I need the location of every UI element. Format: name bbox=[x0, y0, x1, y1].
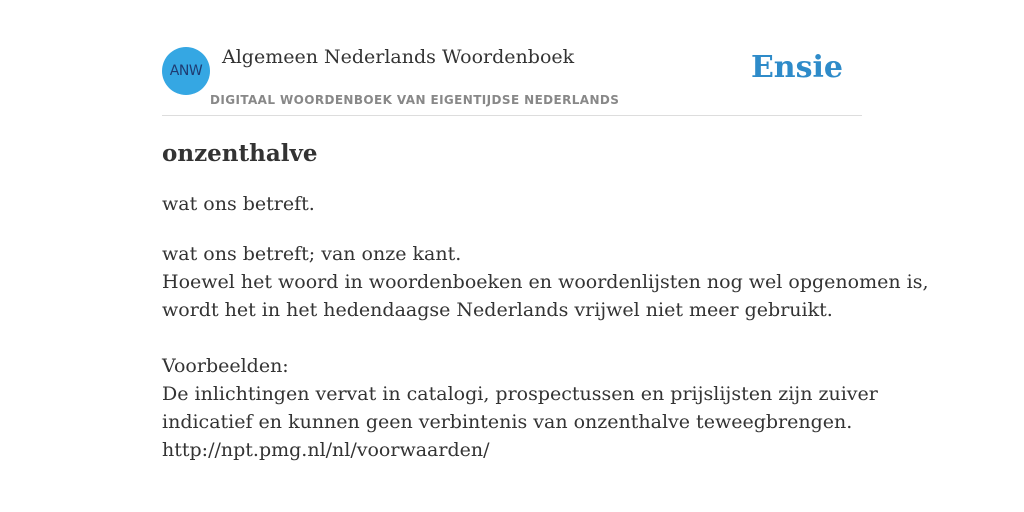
entry-title: onzenthalve bbox=[162, 140, 318, 167]
logo-text: ANW bbox=[169, 63, 203, 79]
paragraph-gap bbox=[162, 324, 862, 352]
definition-line: wat ons betreft; van onze kant. bbox=[162, 243, 462, 265]
example-line: De inlichtingen vervat in catalogi, prospectussen en prijslijsten zijn zuiver bbox=[162, 383, 878, 405]
definition-line: Hoewel het woord in woordenboeken en woordenlijsten nog wel opgenomen is, bbox=[162, 271, 929, 293]
site-subtitle: DIGITAAL WOORDENBOEK VAN EIGENTIJDSE NEDERLANDS bbox=[210, 93, 620, 107]
ensie-brand-logo[interactable]: Ensie bbox=[750, 50, 843, 85]
site-header bbox=[162, 46, 862, 116]
site-title[interactable]: Algemeen Nederlands Woordenboek bbox=[222, 46, 575, 68]
example-line: indicatief en kunnen geen verbintenis van onzenthalve teweegbrengen. bbox=[162, 411, 853, 433]
example-source-url: http://npt.pmg.nl/nl/voorwaarden/ bbox=[162, 439, 490, 461]
definition-line: wordt het in het hedendaagse Nederlands vrijwel niet meer gebruikt. bbox=[162, 299, 833, 321]
examples-label: Voorbeelden: bbox=[162, 355, 289, 377]
definition-body bbox=[162, 240, 929, 464]
anw-logo[interactable] bbox=[162, 47, 210, 95]
short-definition: wat ons betreft. bbox=[162, 193, 315, 215]
